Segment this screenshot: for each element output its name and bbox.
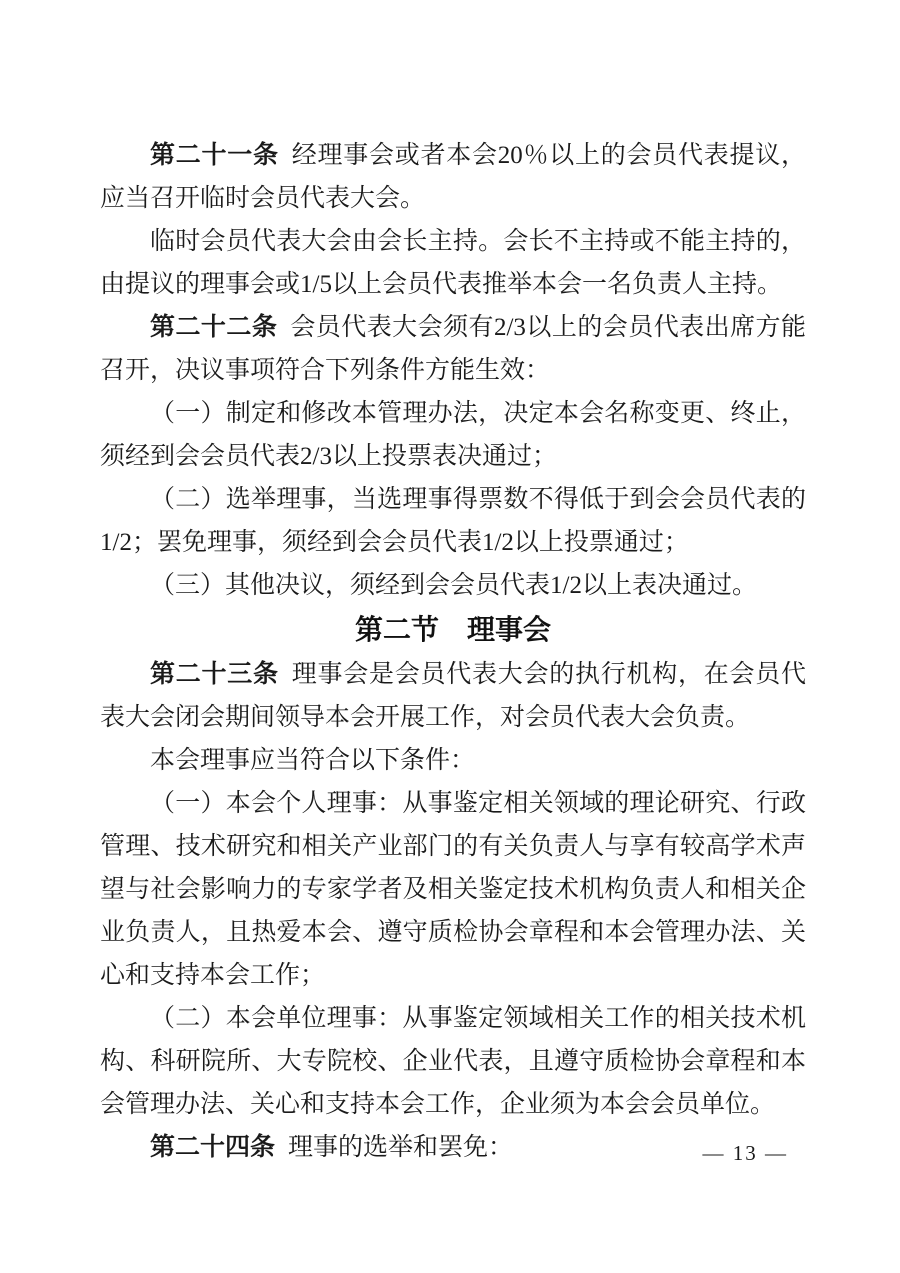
document-body [100,134,806,1169]
article-23-number: 第二十三条 [150,661,279,688]
article-22-paragraph [100,306,806,392]
body-paragraph [100,220,806,306]
list-item-1 [100,392,806,478]
list-item-text: （一）制定和修改本管理办法，决定本会名称变更、终止，须经到会会员代表2/3以上投票表决通过； [100,400,806,470]
page-number: — 13 — [702,1141,788,1165]
article-23-text: 理事会是会员代表大会的执行机构，在会员代表大会闭会期间领导本会开展工作，对会员代表大会负责。 [100,661,806,731]
section-heading: 第二节 理事会 [354,614,551,645]
article-24-paragraph [100,1126,806,1169]
list-item-text: （三）其他决议，须经到会会员代表1/2以上表决通过。 [150,572,757,599]
article-24-text: 理事的选举和罢免： [288,1134,514,1161]
article-22-text: 会员代表大会须有2/3以上的会员代表出席方能召开，决议事项符合下列条件方能生效： [100,314,806,384]
list-item-text: （二）选举理事，当选理事得票数不得低于到会会员代表的1/2；罢免理事，须经到会会员代表1/2以上投票通过； [100,486,806,556]
body-paragraph [100,739,806,782]
article-21-paragraph [100,134,806,220]
paragraph-text: 临时会员代表大会由会长主持。会长不主持或不能主持的，由提议的理事会或1/5以上会员代表推举本会一名负责人主持。 [100,228,806,298]
list-item-3 [100,564,806,607]
list-item-unit-director [100,997,806,1126]
paragraph-text: 本会理事应当符合以下条件： [150,747,476,774]
article-21-text: 经理事会或者本会20％以上的会员代表提议，应当召开临时会员代表大会。 [100,142,806,212]
list-item-2 [100,478,806,564]
list-item-individual-director [100,782,806,997]
article-22-number: 第二十二条 [150,314,278,341]
article-21-number: 第二十一条 [150,142,279,169]
page-footer [703,1140,789,1166]
article-23-paragraph [100,653,806,739]
article-24-number: 第二十四条 [150,1134,276,1161]
list-item-text: （一）本会个人理事：从事鉴定相关领域的理论研究、行政管理、技术研究和相关产业部门的有关负责人与享有较高学术声望与社会影响力的专家学者及相关鉴定技术机构负责人和相关企业负责人，且热爱本会、遵守质检协会章程和本会管理办法、关心和支持本会工作； [100,790,806,989]
list-item-text: （二）本会单位理事：从事鉴定领域相关工作的相关技术机构、科研院所、大专院校、企业代表，且遵守质检协会章程和本会管理办法、关心和支持本会工作，企业须为本会会员单位。 [100,1005,806,1118]
